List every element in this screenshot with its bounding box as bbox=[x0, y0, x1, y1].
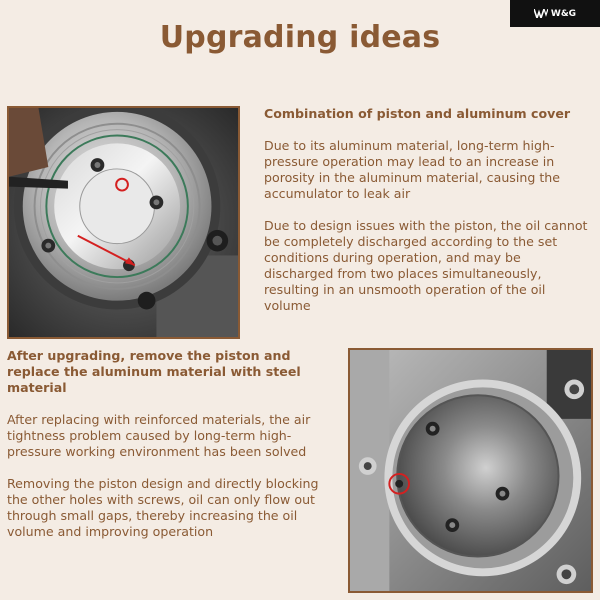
section-before bbox=[264, 106, 594, 314]
section-before-para-1: Due to its aluminum material, long-term high-pressure operation may lead to an increase in porosity in the aluminum material, causing the accumulator to leak air bbox=[264, 138, 561, 201]
section-after-para-2: Removing the piston design and directly blocking the other holes with screws, oil can only flow out through small gaps, thereby increasing the oil volume and improving operation bbox=[7, 476, 319, 539]
section-before-heading: Combination of piston and aluminum cover bbox=[264, 106, 571, 121]
steel-cover-photo-graphic bbox=[350, 350, 591, 591]
brand-logo-text: W&G bbox=[550, 8, 577, 19]
brand-mark-icon bbox=[534, 9, 548, 18]
section-after-heading: After upgrading, remove the piston and replace the aluminum material with steel material bbox=[7, 348, 301, 395]
page-title: Upgrading ideas bbox=[159, 20, 441, 55]
before-photo bbox=[7, 106, 240, 339]
section-after-para-1: After replacing with reinforced materials, the air tightness problem caused by long-term high-pressure working environment has been solved bbox=[7, 412, 311, 459]
section-before-para-2: Due to design issues with the piston, the oil cannot be completely discharged according to the set conditions during operation, and may be discharged from two places simultaneously, resulting in an unsmooth operation of the oil volume bbox=[264, 218, 588, 313]
section-after bbox=[7, 348, 340, 540]
after-photo bbox=[348, 348, 593, 593]
aluminum-cover-photo-graphic bbox=[9, 108, 238, 337]
